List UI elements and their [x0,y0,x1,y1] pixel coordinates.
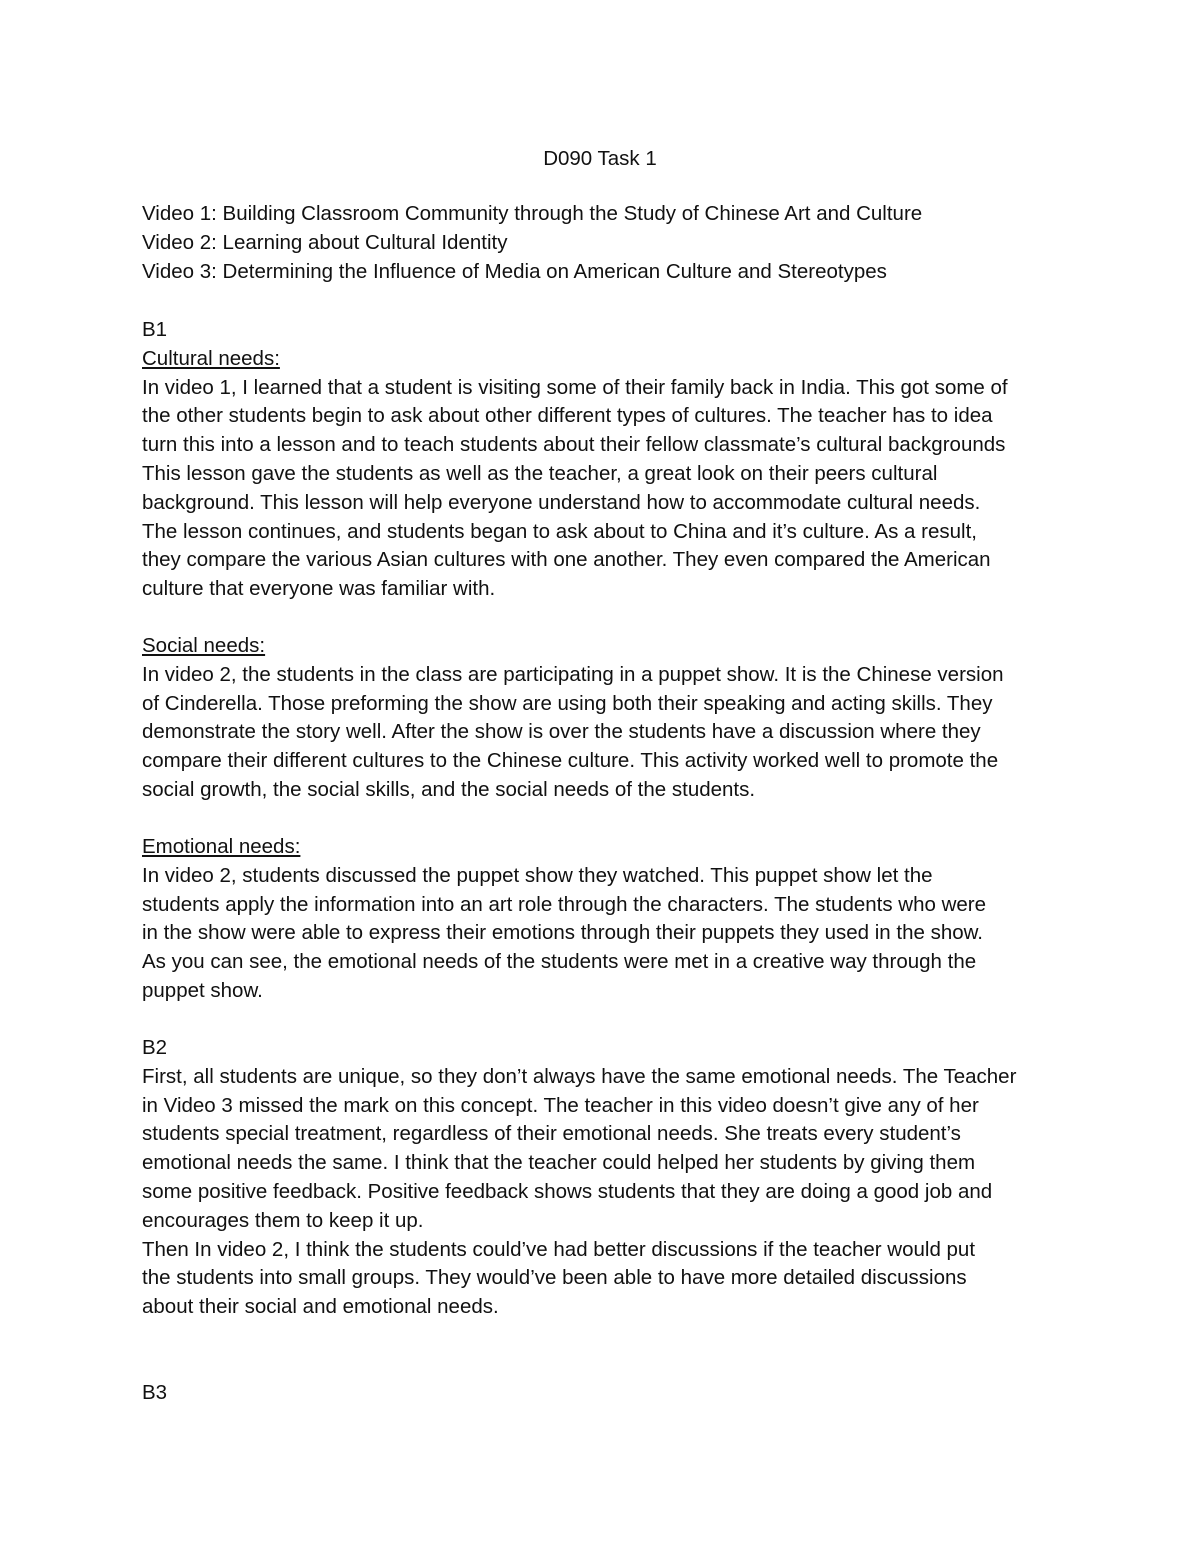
subsection-label: Social needs: [142,634,266,657]
emotional-needs-section [142,833,1072,1006]
subsection-label: Cultural needs: [142,346,280,370]
paragraph-line: In video 2, the students in the class are participating in a puppet show. It is the Chinese version [142,662,1004,686]
paragraph-line: compare their different cultures to the Chinese culture. This activity worked well to promote the [142,749,999,773]
video-item: Video 2: Learning about Cultural Identity [142,230,508,254]
paragraph-line: of Cinderella. Those preforming the show are using both their speaking and acting skills. They [142,691,993,715]
subsection-label: Emotional needs: [142,835,301,858]
document-title: D090 Task 1 [543,147,657,170]
section-heading: B2 [142,1036,168,1059]
paragraph-line: culture that everyone was familiar with. [142,577,496,601]
paragraph-line: The lesson continues, and students began to ask about to China and it’s culture. As a result, [142,519,977,543]
paragraph-line: they compare the various Asian cultures with one another. They even compared the American [142,548,991,572]
paragraph-line: students apply the information into an art role through the characters. The students who were [142,892,987,916]
paragraph-line: some positive feedback. Positive feedback shows students that they are doing a good job and [142,1179,993,1203]
paragraph-line: puppet show. [142,978,263,1002]
section-heading: B1 [142,318,168,341]
paragraph-line: in the show were able to express their emotions through their puppets they used in the show. [142,921,984,945]
video-item: Video 1: Building Classroom Community through the Study of Chinese Art and Culture [142,202,923,225]
social-needs-section [142,632,1072,805]
video-list [142,200,1072,286]
paragraph-line: This lesson gave the students as well as the teacher, a great look on their peers cultural [142,461,938,485]
paragraph-line: the other students begin to ask about other different types of cultures. The teacher has to idea [142,404,993,428]
section-b2 [142,1034,1072,1322]
paragraph-line: turn this into a lesson and to teach students about their fellow classmate’s cultural backgrounds [142,433,1006,457]
paragraph-line: In video 2, students discussed the puppet show they watched. This puppet show let the [142,863,933,887]
paragraph-line: about their social and emotional needs. [142,1295,499,1319]
paragraph-line: students special treatment, regardless of their emotional needs. She treats every student’s [142,1122,961,1146]
paragraph-line: Then In video 2, I think the students could’ve had better discussions if the teacher would put [142,1237,976,1261]
cultural-needs-paragraph [142,374,1072,604]
section-b1 [142,316,1072,604]
paragraph-line: emotional needs the same. I think that the teacher could helped her students by giving them [142,1151,976,1175]
paragraph-line: demonstrate the story well. After the show is over the students have a discussion where they [142,720,981,744]
paragraph-line: First, all students are unique, so they don’t always have the same emotional needs. The Teacher [142,1064,1017,1088]
paragraph-line: background. This lesson will help everyone understand how to accommodate cultural needs. [142,490,981,514]
section-heading: B3 [142,1381,168,1404]
paragraph-line: encourages them to keep it up. [142,1208,424,1232]
paragraph-line: In video 1, I learned that a student is visiting some of their family back in India. This got some of [142,375,1008,399]
section-b3 [142,1379,1072,1408]
paragraph-line: social growth, the social skills, and the social needs of the students. [142,777,756,801]
paragraph-line: As you can see, the emotional needs of the students were met in a creative way through the [142,950,977,974]
paragraph-line: in Video 3 missed the mark on this concept. The teacher in this video doesn’t give any of her [142,1093,979,1117]
paragraph-line: the students into small groups. They would’ve been able to have more detailed discussions [142,1266,967,1290]
video-item: Video 3: Determining the Influence of Media on American Culture and Stereotypes [142,259,887,283]
